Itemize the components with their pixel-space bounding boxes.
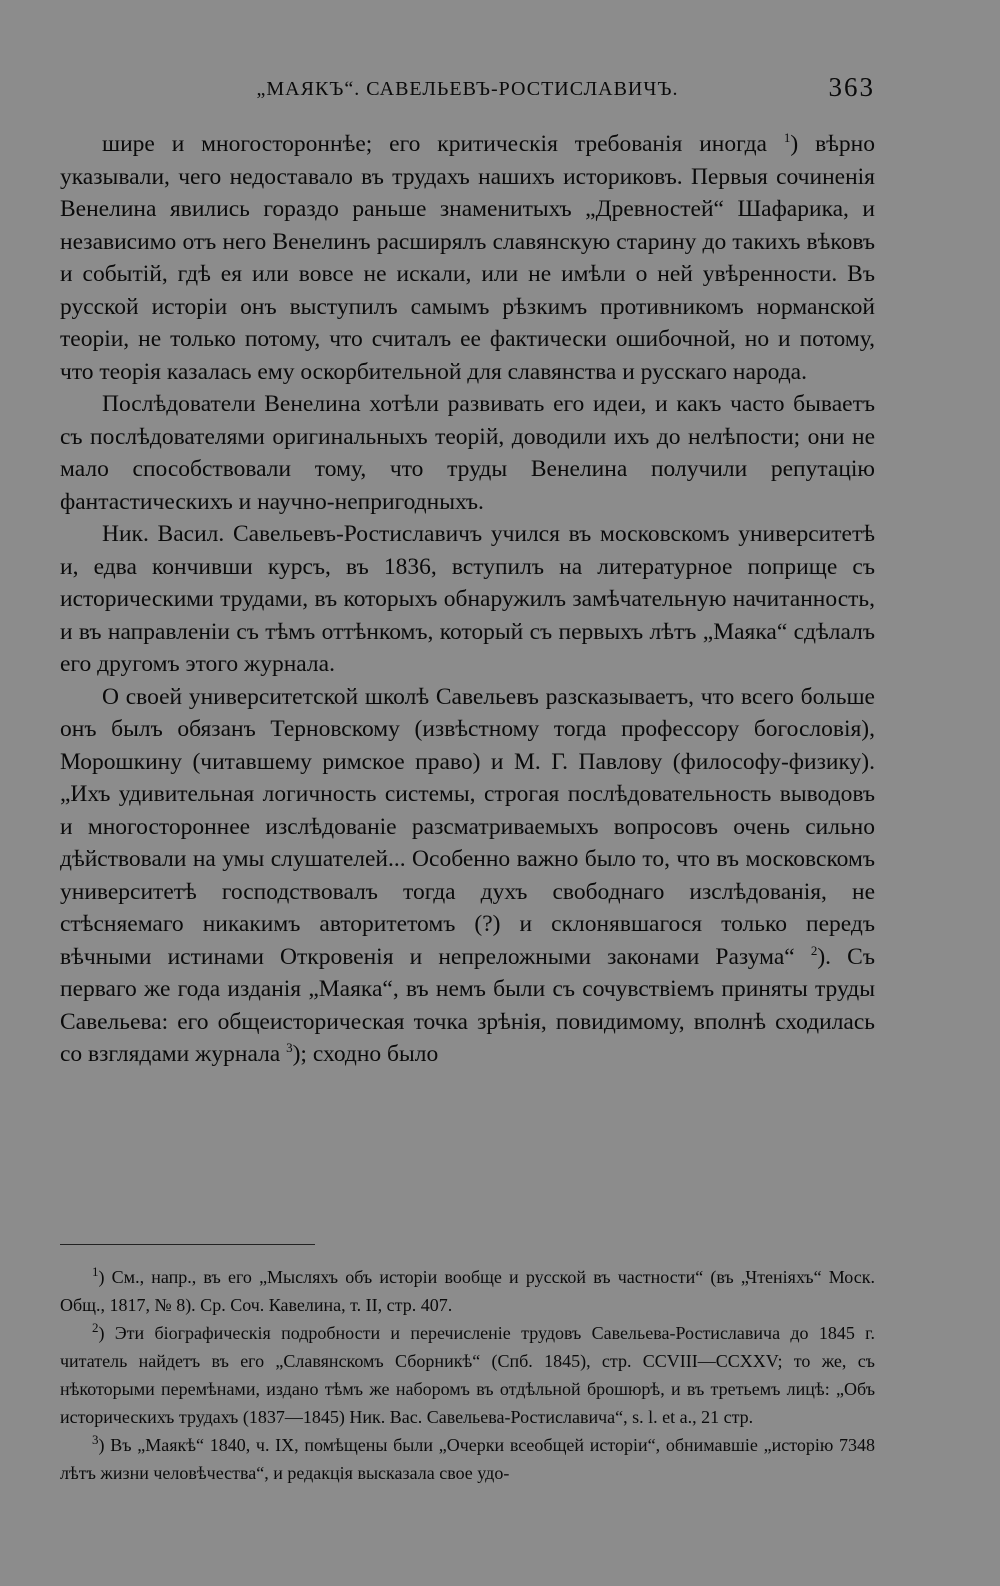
footnote-number: 1: [92, 1264, 99, 1279]
footnote-number: 2: [92, 1320, 99, 1335]
main-text: [60, 128, 875, 1071]
paragraph: Послѣдователи Венелина хотѣли развивать его идеи, и какъ часто бываетъ съ послѣдователями оригинальныхъ теорій, доводили ихъ до нелѣпости; они не мало способствовали тому, что труды Венелина получили репутацію фантастическихъ и научно-непригодныхъ.: [60, 391, 875, 515]
footnote-separator: [60, 1244, 315, 1245]
footnote: $^2$) Эти біографическія подробности и перечисленіе трудовъ Савельева-Ростиславича до 1845 г. читатель найдетъ въ его „Славянскомъ Сборникѣ“ (Спб. 1845), стр. CCVIII—CCXXV; то же, съ нѣкоторыми перемѣнами, издано тѣмъ же наборомъ въ отдѣльной брошюрѣ, и въ третьемъ лицѣ: „Объ историческихъ трудахъ (1837—1845) Ник. Вас. Савельева-Ростиславича“, s. l. et a., 21 стр.: [60, 1320, 875, 1427]
running-title: „МАЯКЪ“. САВЕЛЬЕВЪ-РОСТИСЛАВИЧЪ.: [256, 78, 679, 100]
paragraph: шире и многостороннѣе; его критическія требованія иногда $^1$) вѣрно указывали, чего недоставало въ трудахъ нашихъ историковъ. Первыя сочиненія Венелина явились гораздо раньше знаменитыхъ „Древностей“ Шафарика, и независимо отъ него Венелинъ расширялъ славянскую старину до такихъ вѣковъ и событій, гдѣ ея или вовсе не искали, или не имѣли о ней увѣренности. Въ русской исторіи онъ выступилъ самымъ рѣзкимъ противникомъ норманской теоріи, не только потому, что считалъ ее фактически ошибочной, но и потому, что теорія казалась ему оскорбительной для славянства и русскаго народа.: [60, 130, 875, 385]
page-header: [60, 70, 875, 110]
footnote-number: 3: [92, 1432, 99, 1447]
footnote-marker: 3: [286, 1040, 293, 1056]
footnote: $^3$) Въ „Маякѣ“ 1840, ч. IX, помѣщены были „Очерки всеобщей исторіи“, обнимавшіе „исторію 7348 лѣтъ жизни человѣчества“, и редакція высказала свое удо-: [60, 1432, 875, 1483]
page-number: 363: [828, 72, 875, 102]
paragraph: О своей университетской школѣ Савельевъ разсказываетъ, что всего больше онъ былъ обязанъ Терновскому (извѣстному тогда профессору богословія), Морошкину (читавшему римское право) и М. Г. Павлову (философу-физику). „Ихъ удивительная логичность системы, строгая послѣдовательность выводовъ и многостороннее изслѣдованіе разсматриваемыхъ вопросовъ очень сильно дѣйствовали на умы слушателей... Особенно важно было то, что въ московскомъ университетѣ господствовалъ тогда духъ свободнаго изслѣдованія, не стѣсняемаго никакимъ авторитетомъ (?) и склонявшагося только передъ вѣчными истинами Откровенія и непреложными законами Разума“ $^2$). Съ перваго же года изданія „Маяка“, въ немъ были съ сочувствіемъ приняты труды Савельева: его общеисторическая точка зрѣнія, повидимому, вполнѣ сходилась со взглядами журнала $^3$); сходно было: [60, 683, 875, 1067]
footnotes: [60, 1263, 875, 1487]
footnote-marker: 1: [783, 130, 791, 146]
paragraph: Ник. Васил. Савельевъ-Ростиславичъ учился въ московскомъ университетѣ и, едва кончивши курсъ, въ 1836, вступилъ на литературное поприще съ историческими трудами, въ которыхъ обнаружилъ замѣчательную начитанность, и въ направленіи съ тѣмъ оттѣнкомъ, который съ первыхъ лѣтъ „Маяка“ сдѣлалъ его другомъ этого журнала.: [60, 521, 875, 677]
footnote: $^1$) См., напр., въ его „Мысляхъ объ исторіи вообще и русской въ частности“ (въ „Чтеніяхъ“ Моск. Общ., 1817, № 8). Ср. Соч. Кавелина, т. II, стр. 407.: [60, 1264, 875, 1315]
footnote-marker: 2: [810, 942, 818, 958]
